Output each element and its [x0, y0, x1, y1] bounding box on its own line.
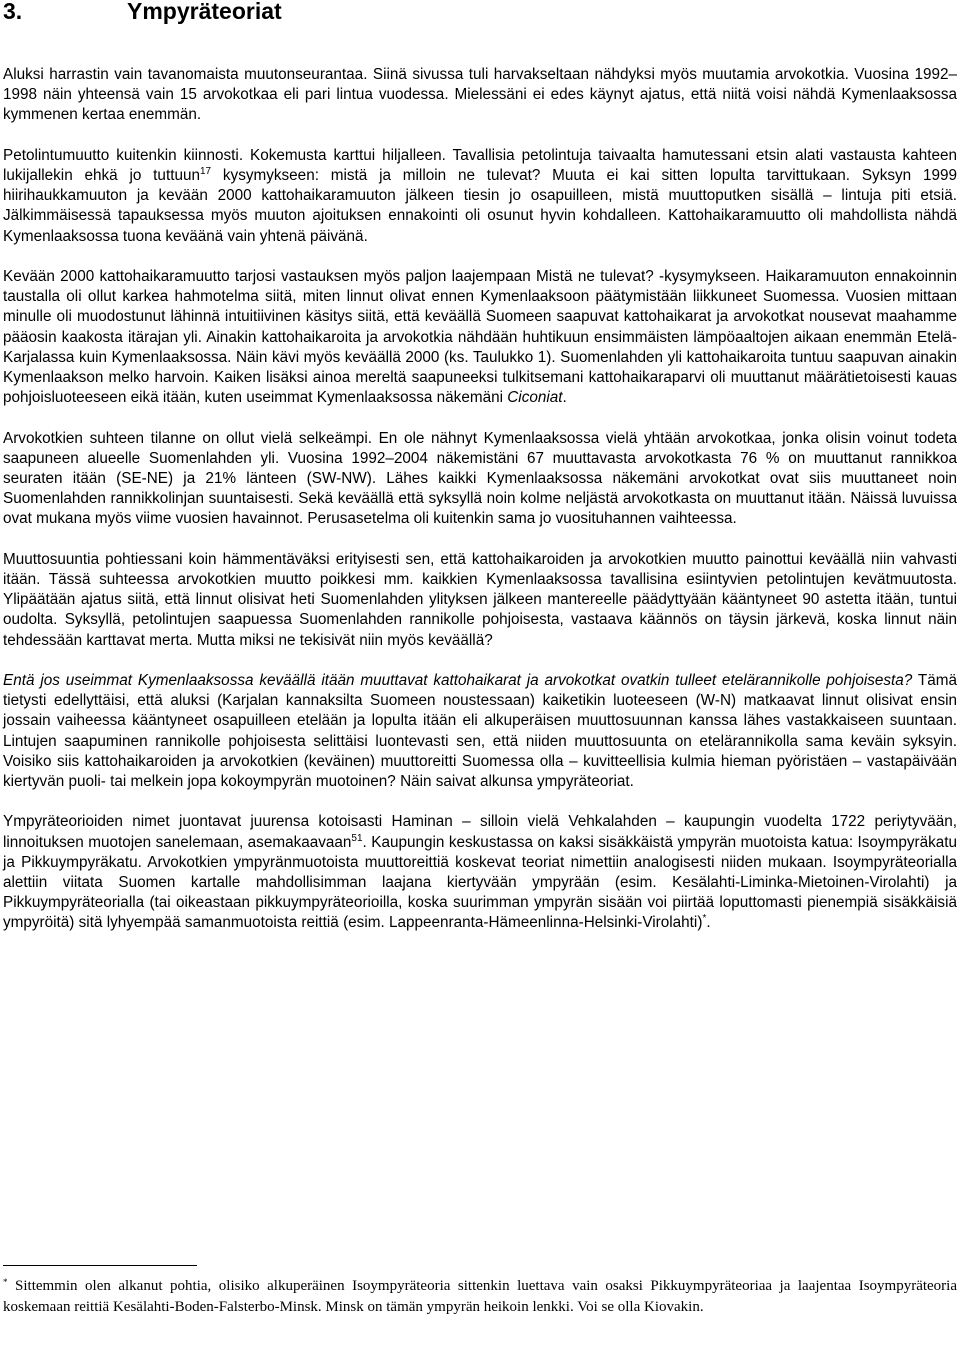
paragraph-2-text-b: kysymykseen: mistä ja milloin ne tulevat? Muuta ei kai sitten lopulta tarvittukaan. Syksyn 1999 hiirihaukkamuuton ja kevään 2000 kattohaikaramuuton jälkeen tiesin jo osapuilleen, mistä muuttoputken sisällä – lintuja piti etsiä. Jälkimmäisessä tapauksessa myös muuton ajoituksen ennakointi oli osunut hyvin kohdalleen. Kattohaikaramuutto oli mahdollista nähdä Kymenlaaksossa tuona keväänä vain yhtenä päivänä. — [3, 167, 957, 245]
ciconiat-italic: Ciconiat — [507, 389, 563, 407]
paragraph-3-text-a: Kevään 2000 kattohaikaramuutto tarjosi vastauksen myös paljon laajempaan Mistä ne tulevat? -kysymykseen. Haikaramuuton ennakoinnin taustalla oli ollut karkea hahmotelma siitä, miten linnut olivat ennen Kymenlaaksoon päätymistään liikkuneet Suomessa. Vuosien mittaan minulle oli muodostunut lähinnä intuitiivinen käsitys siitä, että keväällä Suomeen saapuvat kattohaikarat ja arvokotkat nousevat maahamme pääosin kaakosta itärajan yli. Ainakin kattohaikaroita ja arvokotkia nähdään huhtikuun ensimmäisten lämpöaaltojen aikaan enemmän Etelä-Karjalassa kuin Kymenlaaksossa. Näin kävi myös keväällä 2000 (ks. Taulukko 1). Suomenlahden yli kattohaikaroita tuntuu saapuvan ainakin Kymenlaakson melko harvoin. Kaiken lisäksi ainoa mereltä saapuneeksi tulkitsemani kattohaikaraparvi oli muuttanut määrätietoisesti kauas pohjoisluoteeseen eikä itään, kuten useimmat Kymenlaaksossa näkemäni — [3, 268, 957, 407]
body-text — [3, 65, 957, 954]
section-title: Ympyräteoriat — [127, 0, 282, 24]
paragraph-2-text-a: Petolintumuutto kuitenkin kiinnosti. Kokemusta karttui hiljalleen. Tavallisia petolintuja taivaalta hamutessani etsin alati vastausta kahteen lukijallekin ehkä jo tuttuun — [3, 146, 957, 184]
paragraph-6 — [3, 671, 957, 792]
paragraph-6-question: Entä jos useimmat Kymenlaaksossa keväällä itään muuttavat kattohaikarat ja arvokotkat ovatkin tulleet etelärannikolle pohjoisesta? — [3, 672, 913, 690]
reference-51: 51 — [351, 832, 363, 844]
paragraph-5: Muuttosuuntia pohtiessani koin hämmentäväksi erityisesti sen, että kattohaikaroiden ja arvokotkien muutto painottui keväällä niin vahvasti itään. Tässä suhteessa arvokotkien muutto poikkesi mm. kaikkien Kymenlaaksossa tavallisina esiintyvien petolintujen kevätmuutosta. Ylipäätään ajatus siitä, että linnut olisivat heti Suomenlahden ylityksen jälkeen mantereelle päädyttyään kääntyneet 90 astetta itään, tuntui oudolta. Syksyllä, petolintujen saapuessa Suomenlahden rannikolle pohjoisesta, vastaava käännös on täysin järkevä, koska linnut näin tehdessään karttavat merta. Mutta miksi ne tekisivät niin myös keväällä? — [3, 550, 957, 649]
paragraph-4: Arvokotkien suhteen tilanne on ollut vielä selkeämpi. En ole nähnyt Kymenlaaksossa vielä yhtään arvokotkaa, jonka olisin voinut todeta saapuneen alueelle Suomenlahden yli. Vuosina 1992–2004 näkemistäni 67 muuttavasta arvokotkasta 76 % on muuttanut rannikkoa seuraten itään (SE-NE) ja 21% länteen (SW-NW). Lähes kaikki Kymenlaaksossa näkemäni arvokotkat ovat siis muuttaneet noin Suomenlahden rannikkolinjan suuntaisesti. Sekä keväällä että syksyllä noin kolme neljästä arvokotkasta on muuttanut itään. Näissä luvuissa ovat mukana myös viime vuosien havainnot. Perusasetelma oli kuitenkin sama jo vuosituhannen vaihteessa. — [3, 429, 957, 528]
footnote-text: Sittemmin olen alkanut pohtia, olisiko alkuperäinen Isoympyräteoria sittenkin luettava vain osaksi Pikkuympyräteoriaa ja laajentaa Isoympyräteoria koskemaan reittiä Kesälahti-Boden-Falsterbo-Minsk. Minsk on tämän ympyrän heikoin lenkki. Voi se olla Kiovakin. — [3, 1278, 957, 1315]
section-heading — [3, 0, 282, 24]
footnote-divider — [3, 1265, 197, 1266]
paragraph-6-text: Tämä tietysti edellyttäisi, että aluksi (Karjalan kannaksilta Suomeen noustessaan) kaiketikin luoteeseen (W-N) matkaavat linnut olisivat ensin jossain vaiheessa kääntyneet osapuilleen etelään ja lopulta itään eli alkuperäisen muuttosuunnan kanssa lähes vastakkaiseen suuntaan. Lintujen saapuminen rannikolle pohjoisesta selittäisi luontevasti sen, että niiden muuttosuunta on etelärannikolla sama keväin syksyin. Voisiko siis kattohaikaroiden ja arvokotkien (keväinen) muuttoreitti Suomessa olla – kuvitteellisia kulmia hieman pyöristäen – vastapäivään kiertyvän puoli- tai melkein jopa kokoympyrän muotoinen? Näin saivat alkunsa ympyräteoriat. — [3, 672, 958, 791]
paragraph-2 — [3, 146, 957, 247]
paragraph-7-text-b: . Kaupungin keskustassa on kaksi sisäkkäistä ympyrän muotoista katua: Isoympyräkatu ja Pikkuympyräkatu. Arvokotkien ympyränmuotoista muuttoreittiä koskevat teoriat nimettiin analogisesti niiden mukaan. Isoympyräteorialla alettiin viitata Suomen kartalle mahdollisimman laajana kiertyvään ympyrään (esim. Kesälahti-Liminka-Mietoinen-Virolahti) ja Pikkuympyräteorialla (tai oikeastaan pikkuympyräteorioilla, koska suurimman ympyrän sisään voi piirtää loputtomasti pienempiä sisäkkäisiä ympyröitä) sitä lyhyempää samanmuotoista reittiä (esim. Lappeenranta-Hämeenlinna-Helsinki-Virolahti) — [3, 833, 957, 932]
footnote-reference[interactable]: * — [702, 913, 707, 925]
footnote — [3, 1276, 957, 1318]
paragraph-7-text-a: Ympyräteorioiden nimet juontavat juurensa kotoisasti Haminan – silloin vielä Vehkalahden – kaupungin vuodelta 1722 periytyvään, linnoituksen muotojen sanelemaan, asemakaavaan — [3, 813, 957, 851]
paragraph-1: Aluksi harrastin vain tavanomaista muutonseurantaa. Siinä sivussa tuli harvakseltaan nähdyksi myös muutamia arvokotkia. Vuosina 1992–1998 näin yhteensä vain 15 arvokotkaa eli pari lintua vuodessa. Mielessäni ei edes käynyt ajatus, että niitä voisi nähdä Kymenlaaksossa kymmenen kertaa enemmän. — [3, 66, 957, 124]
paragraph-7-text-c: . — [706, 914, 711, 932]
paragraph-7 — [3, 812, 957, 933]
section-number: 3. — [3, 0, 23, 24]
paragraph-3 — [3, 267, 957, 408]
footnote-marker: * — [3, 1277, 8, 1287]
paragraph-3-text-b: . — [562, 389, 567, 407]
reference-17: 17 — [199, 166, 212, 177]
